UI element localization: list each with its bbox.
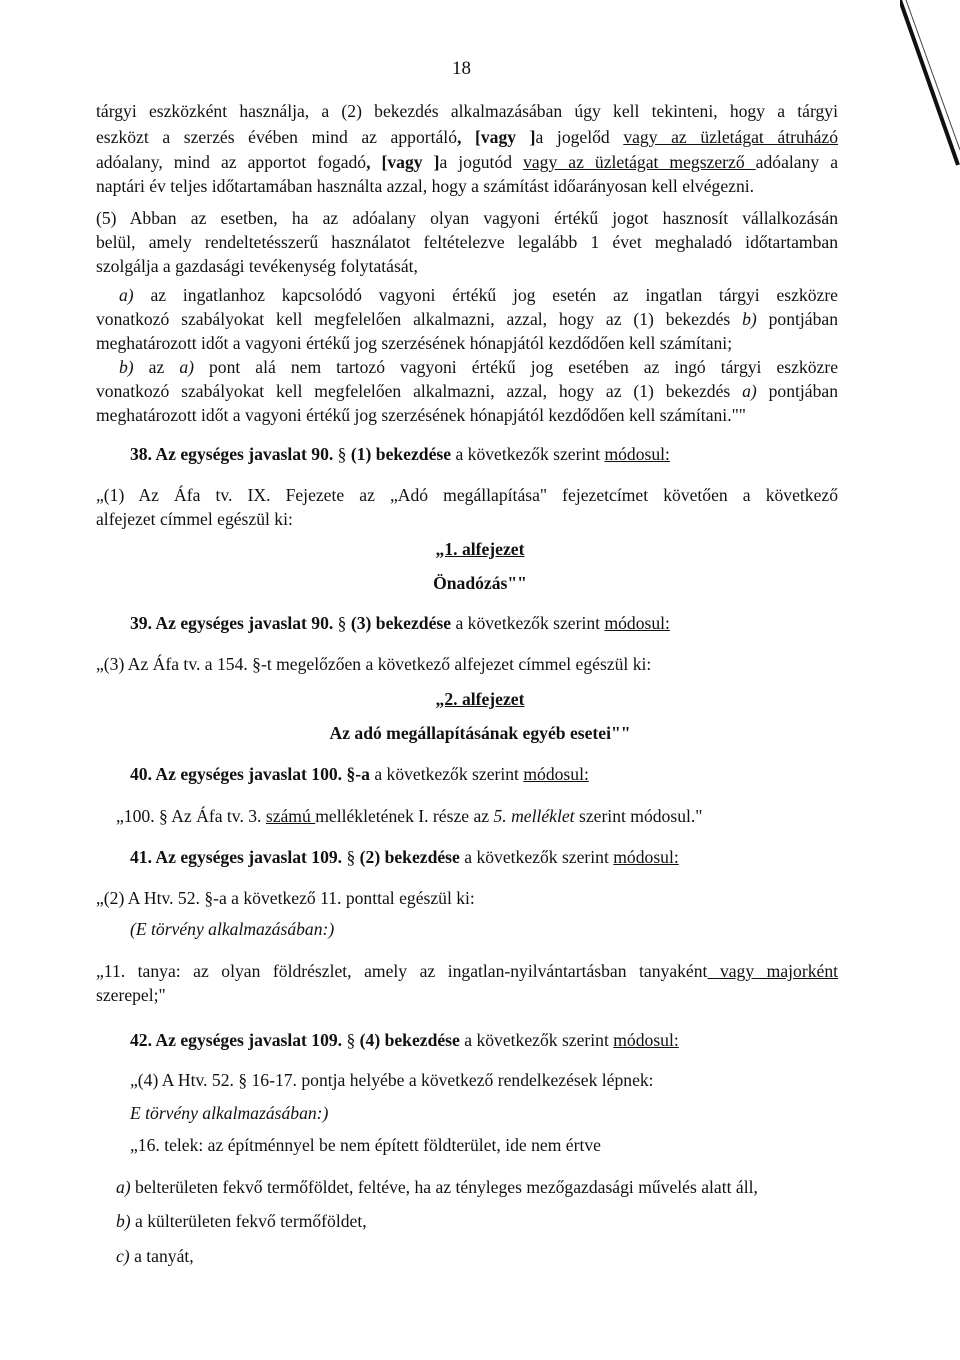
para1-line1: tárgyi eszközként használja, a (2) bekezdés alkalmazásában úgy kell tekinteni, hogy a tárgyi — [96, 101, 838, 121]
section-39-subtitle: „2. alfejezet — [435, 689, 525, 709]
section-38-quote-line1: „(1) Az Áfa tv. IX. Fejezete az „Adó megállapítása" fejezetcímet követően a következő — [96, 485, 838, 505]
item-a-line1: a) az ingatlanhoz kapcsolódó vagyoni értékű jog esetén az ingatlan tárgyi eszközre — [119, 285, 838, 305]
item-b-line2: vonatkozó szabályokat kell megfelelően alkalmazni, azzal, hogy az (1) bekezdés a) pontjában — [96, 381, 838, 401]
section-41-quote-line2: (E törvény alkalmazásában:) — [130, 919, 335, 939]
section-41-quote-line1: „(2) A Htv. 52. §-a a következő 11. ponttal egészül ki: — [96, 888, 475, 908]
item-b-line1: b) az a) pont alá nem tartozó vagyoni értékű jog esetében az ingó tárgyi eszközre — [119, 357, 838, 377]
section-42-quote-line1: „(4) A Htv. 52. § 16-17. pontja helyébe a következő rendelkezések lépnek: — [130, 1070, 654, 1090]
section-40-heading: 40. Az egységes javaslat 100. §-a a következők szerint módosul: — [130, 764, 589, 784]
para5-line2: belül, amely rendeltetésszerű használatot feltételezve legalább 1 évet meghaladó időtartamban — [96, 232, 838, 252]
item-b-line3: meghatározott időt a vagyoni értékű jog szerzésének hónapjától kezdődően kell számítani."" — [96, 405, 746, 425]
section-38-subtitle-name: Önadózás"" — [433, 573, 527, 593]
section-38-subtitle: „1. alfejezet — [435, 539, 525, 559]
section-39-quote: „(3) Az Áfa tv. a 154. §-t megelőzően a következő alfejezet címmel egészül ki: — [96, 654, 652, 674]
section-41-quote-line3: „11. tanya: az olyan földrészlet, amely az ingatlan-nyilvántartásban tanyaként vagy majorként — [96, 961, 839, 981]
para1-line4: naptári év teljes időtartamában használta azzal, hogy a számítást időarányosan kell elvégezni. — [96, 176, 755, 196]
section-42-item-c: c) a tanyát, — [116, 1246, 194, 1266]
scan-edge-mark — [900, 0, 960, 170]
item-a-line2: vonatkozó szabályokat kell megfelelően alkalmazni, azzal, hogy az (1) bekezdés b) pontjában — [96, 309, 838, 329]
section-38-heading: 38. Az egységes javaslat 90. § (1) bekezdése a következők szerint módosul: — [130, 444, 670, 464]
para5-line3: szolgálja a gazdasági tevékenység folytatását, — [96, 256, 418, 276]
para5-line1: (5) Abban az esetben, ha az adóalany olyan vagyoni értékű jogot hasznosít vállalkozásán — [96, 208, 838, 228]
item-a-line3: meghatározott időt a vagyoni értékű jog szerzésének hónapjától kezdődően kell számítani; — [96, 333, 733, 353]
section-39-heading: 39. Az egységes javaslat 90. § (3) bekezdése a következők szerint módosul: — [130, 613, 670, 633]
section-38-quote-line2: alfejezet címmel egészül ki: — [96, 509, 293, 529]
page-number: 18 — [452, 58, 471, 79]
section-42-item-a: a) belterületen fekvő termőföldet, feltéve, ha az tényleges mezőgazdasági művelés alatt áll, — [116, 1177, 758, 1197]
section-41-quote-line4: szerepel;" — [96, 985, 166, 1005]
section-40-quote: „100. § Az Áfa tv. 3. számú mellékletének I. része az 5. melléklet szerint módosul." — [116, 806, 703, 826]
para1-line3: adóalany, mind az apportot fogadó, [vagy ]a jogutód vagy az üzletágat megszerző adóalany a — [96, 152, 838, 172]
section-42-quote-line3: „16. telek: az építménnyel be nem épített földterület, ide nem értve — [130, 1135, 601, 1155]
para1-line2: eszközt a szerzés évében mind az apportáló, [vagy ]a jogelőd vagy az üzletágat átruházó — [96, 127, 838, 147]
section-41-heading: 41. Az egységes javaslat 109. § (2) bekezdése a következők szerint módosul: — [130, 847, 679, 867]
section-42-heading: 42. Az egységes javaslat 109. § (4) bekezdése a következők szerint módosul: — [130, 1030, 679, 1050]
section-39-subtitle-name: Az adó megállapításának egyéb esetei"" — [329, 723, 631, 743]
section-42-quote-line2: E törvény alkalmazásában:) — [130, 1103, 329, 1123]
section-42-item-b: b) a külterületen fekvő termőföldet, — [116, 1211, 367, 1231]
